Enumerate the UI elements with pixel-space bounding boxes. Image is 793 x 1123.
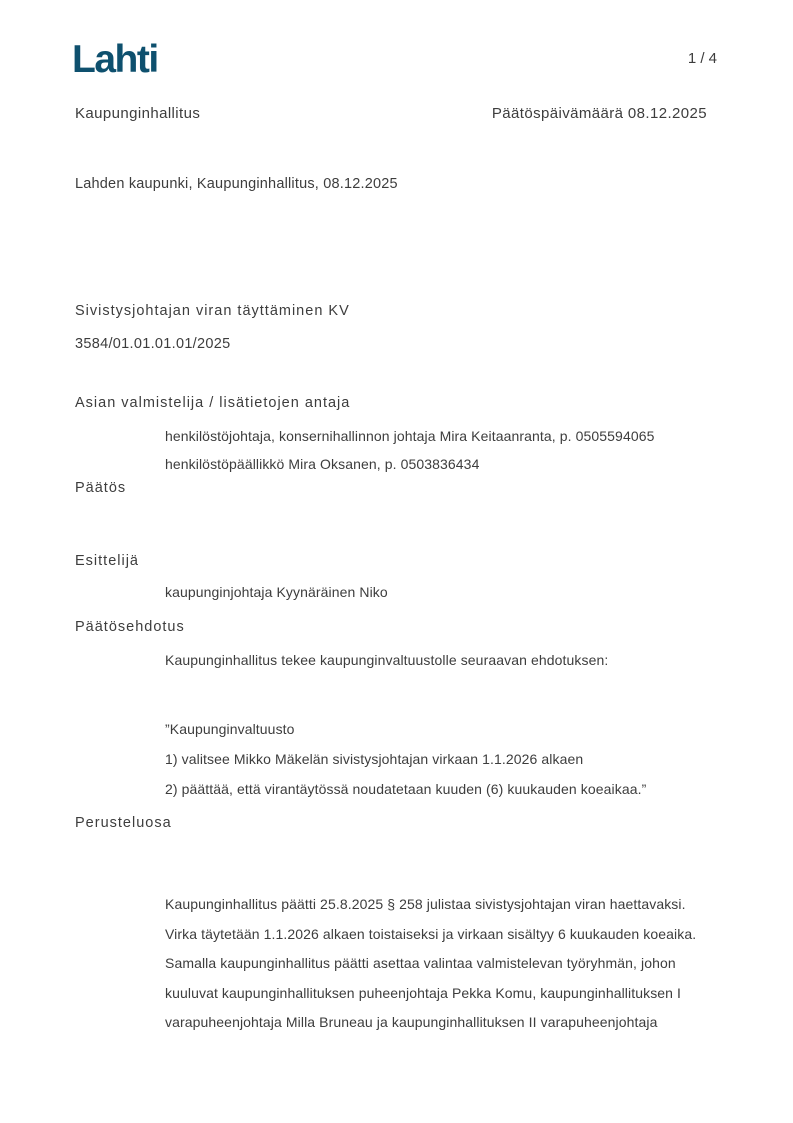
document-meta-line: Lahden kaupunki, Kaupunginhallitus, 08.12.2025	[75, 176, 398, 192]
header-decision-date: Päätöspäivämäärä 08.12.2025	[491, 105, 707, 122]
ehdotus-quote-line: ”Kaupunginvaltuusto	[165, 721, 295, 737]
perusteluosa-paragraph	[165, 890, 696, 1038]
ehdotus-intro-line: Kaupunginhallitus tekee kaupunginvaltuustolle seuraavan ehdotuksen:	[165, 652, 609, 668]
header-org-name: Kaupunginhallitus	[75, 105, 201, 122]
valmistelija-lines	[165, 422, 654, 478]
perusteluosa-line: Virka täytetään 1.1.2026 alkaen toistaiseksi ja virkaan sisältyy 6 kuukauden koeaika.	[165, 925, 697, 942]
case-title: Sivistysjohtajan viran täyttäminen KV	[75, 303, 350, 319]
case-number: 3584/01.01.01.01/2025	[75, 336, 231, 352]
perusteluosa-line: Samalla kaupunginhallitus päätti asettaa valintaa valmistelevan työryhmän, johon	[165, 955, 676, 971]
lahti-logo: Lahti	[72, 38, 158, 81]
section-heading-esittelija: Esittelijä	[75, 553, 139, 569]
section-heading-perusteluosa: Perusteluosa	[75, 815, 172, 831]
section-heading-valmistelija: Asian valmistelija / lisätietojen antaja	[75, 395, 351, 411]
perusteluosa-line: kuuluvat kaupunginhallituksen puheenjohtaja Pekka Komu, kaupunginhallituksen I	[165, 984, 682, 1001]
perusteluosa-line: Kaupunginhallitus päätti 25.8.2025 § 258 julistaa sivistysjohtajan viran haettavaksi.	[165, 896, 686, 912]
perusteluosa-line: varapuheenjohtaja Milla Bruneau ja kaupunginhallituksen II varapuheenjohtaja	[165, 1014, 658, 1030]
page-number: 1 / 4	[687, 50, 717, 67]
ehdotus-quote-lines	[165, 714, 646, 804]
esittelija-lines	[165, 579, 388, 605]
ehdotus-quote-line: 1) valitsee Mikko Mäkelän sivistysjohtajan virkaan 1.1.2026 alkaen	[165, 751, 584, 767]
ehdotus-quote-line: 2) päättää, että virantäytössä noudatetaan kuuden (6) kuukauden koeaikaa.”	[165, 781, 647, 797]
esittelija-line: kaupunginjohtaja Kyynäräinen Niko	[165, 584, 388, 600]
valmistelija-line: henkilöstöpäällikkö Mira Oksanen, p. 0503836434	[165, 456, 480, 472]
section-heading-paatos: Päätös	[75, 480, 127, 496]
valmistelija-line: henkilöstöjohtaja, konsernihallinnon johtaja Mira Keitaanranta, p. 0505594065	[165, 428, 655, 444]
section-heading-paatosehdotus: Päätösehdotus	[75, 619, 185, 635]
